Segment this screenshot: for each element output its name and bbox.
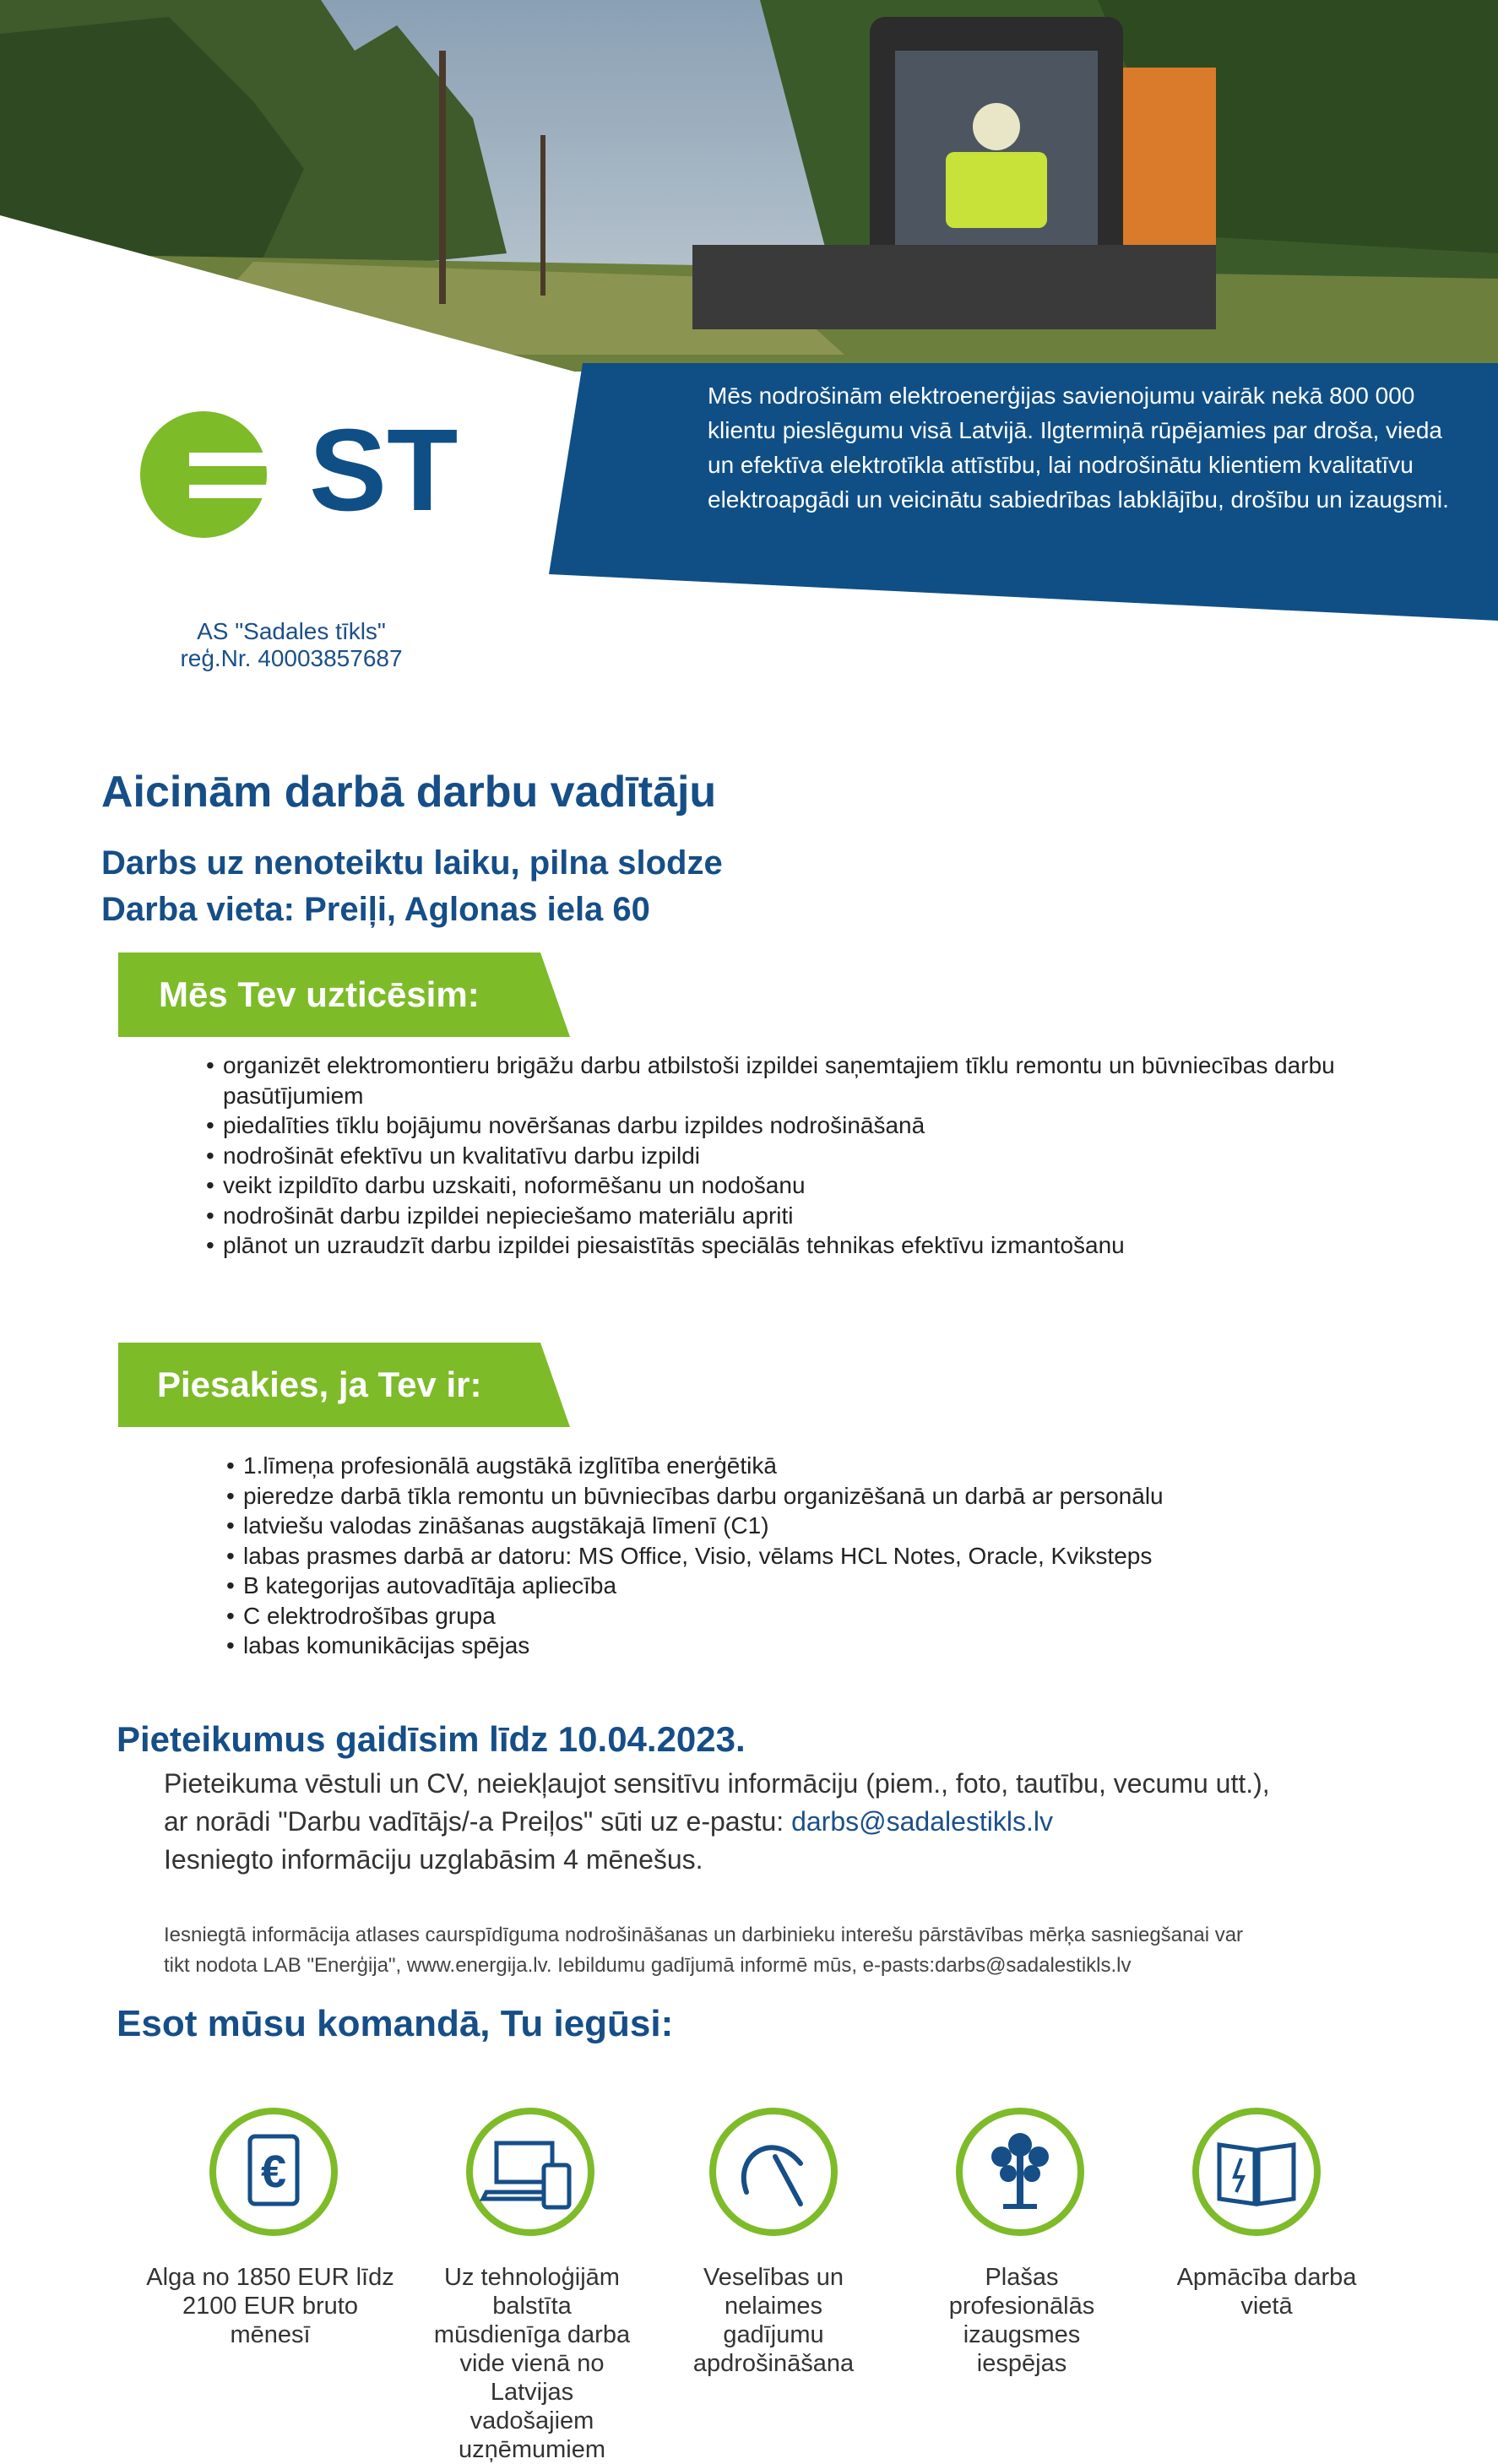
list-item: • veikt izpildīto darbu uzskaiti, noformēšanu un nodošanu xyxy=(206,1170,1422,1201)
list-item: • latviešu valodas zināšanas augstākajā līmenī (C1) xyxy=(226,1511,1425,1541)
list-item: • B kategorijas autovadītāja apliecība xyxy=(226,1571,1425,1601)
benefit-training: Apmācība darba vietā xyxy=(1176,2264,1357,2320)
requirements-title: Piesakies, ja Tev ir: xyxy=(157,1365,482,1404)
company-info xyxy=(144,618,439,672)
application-line: Pieteikuma vēstuli un CV, neiekļaujot sensitīvu informāciju (piem., foto, tautību, vecumu utt.), xyxy=(164,1768,1270,1799)
employment-type: Darbs uz nenoteiktu laiku, pilna slodze xyxy=(101,844,723,882)
application-instructions xyxy=(164,1765,1430,1879)
application-line: ar norādi "Darbu vadītājs/-a Preiļos" sūti uz e-pastu: darbs@sadalestikls.lv xyxy=(164,1806,1053,1837)
logo-text: ST xyxy=(309,407,459,535)
duties-banner xyxy=(118,952,574,1037)
list-item: • nodrošināt darbu izpildei nepieciešamo materiālu apriti xyxy=(206,1201,1422,1231)
intro-text: Mēs nodrošinām elektroenerģijas savienojumu vairāk nekā 800 000 klientu pieslēgumu visā Latvijā. Ilgtermiņā rūpējamies par droša, vieda un efektīva elektrotīkla attīstību, lai nodrošinātu klientiem kvalitatīvu elektroapgādi un veicinātu sabiedrības labklājību, drošību un izaugsmi. xyxy=(708,383,1449,513)
devices-icon xyxy=(463,2104,598,2244)
company-logo xyxy=(140,407,469,542)
list-item: • labas prasmes darbā ar datoru: MS Office, Visio, vēlams HCL Notes, Oracle, Kviksteps xyxy=(226,1541,1425,1571)
application-line: Iesniegto informāciju uzglabāsim 4 mēnešus. xyxy=(164,1844,703,1875)
list-item: • plānot un uzraudzīt darbu izpildei piesaistītās speciālās tehnikas efektīvu izmantošanu xyxy=(206,1230,1422,1261)
company-reg: reģ.Nr. 40003857687 xyxy=(180,645,403,671)
benefits-title: Esot mūsu komandā, Tu iegūsi: xyxy=(117,2003,674,2044)
list-item: • pieredze darbā tīkla remontu un būvniecības darbu organizēšanā un darbā ar personālu xyxy=(226,1481,1425,1512)
company-name: AS "Sadales tīkls" xyxy=(197,618,386,644)
benefit-growth: Plašas profesionālās izaugsmes iespējas xyxy=(948,2264,1095,2377)
application-deadline: Pieteikumus gaidīsim līdz 10.04.2023. xyxy=(117,1719,746,1759)
duties-title: Mēs Tev uzticēsim: xyxy=(159,974,480,1014)
umbrella-icon xyxy=(706,2104,841,2244)
email-link[interactable]: darbs@sadalestikls.lv xyxy=(791,1806,1053,1837)
duties-list xyxy=(206,1050,1422,1261)
list-item: • labas komunikācijas spējas xyxy=(226,1631,1425,1661)
svg-text:€: € xyxy=(260,2147,287,2197)
list-item: • piedalīties tīklu bojājumu novēršanas darbu izpildes nodrošināšanā xyxy=(206,1110,1422,1141)
list-item: • organizēt elektromontieru brigāžu darbu atbilstoši izpildei saņemtajiem tīklu remontu un būvniecības darbu pasūtījumiem xyxy=(206,1050,1422,1110)
list-item: • C elektrodrošības grupa xyxy=(226,1601,1425,1631)
requirements-banner xyxy=(118,1343,574,1427)
euro-icon xyxy=(206,2104,341,2244)
page-title: Aicinām darbā darbu vadītāju xyxy=(101,768,717,817)
list-item: • nodrošināt efektīvu un kvalitatīvu darbu izpildi xyxy=(206,1141,1422,1171)
tree-icon xyxy=(953,2104,1088,2244)
work-location: Darba vieta: Preiļi, Aglonas iela 60 xyxy=(101,891,650,928)
benefit-salary: Alga no 1850 EUR līdz 2100 EUR bruto mēnesī xyxy=(146,2264,394,2348)
benefit-insurance: Veselības un nelaimes gadījumu apdrošināšana xyxy=(692,2264,855,2377)
privacy-note: Iesniegtā informācija atlases caurspīdīguma nodrošināšanas un darbinieku interešu pārstāvības mērķa sasniegšanai var tikt nodota LAB "Enerģija", www.energija.lv. Iebildumu gadījumā informē mūs, e-pasts:darbs@sadalestikls.lv xyxy=(164,1924,1244,1977)
requirements-list xyxy=(226,1451,1425,1661)
book-icon xyxy=(1189,2104,1324,2244)
benefit-workplace: Uz tehnoloģijām balstīta mūsdienīga darba vide vienā no Latvijas vadošajiem uzņēmumiem xyxy=(433,2264,631,2463)
list-item: • 1.līmeņa profesionālā augstākā izglītība enerģētikā xyxy=(226,1451,1425,1481)
